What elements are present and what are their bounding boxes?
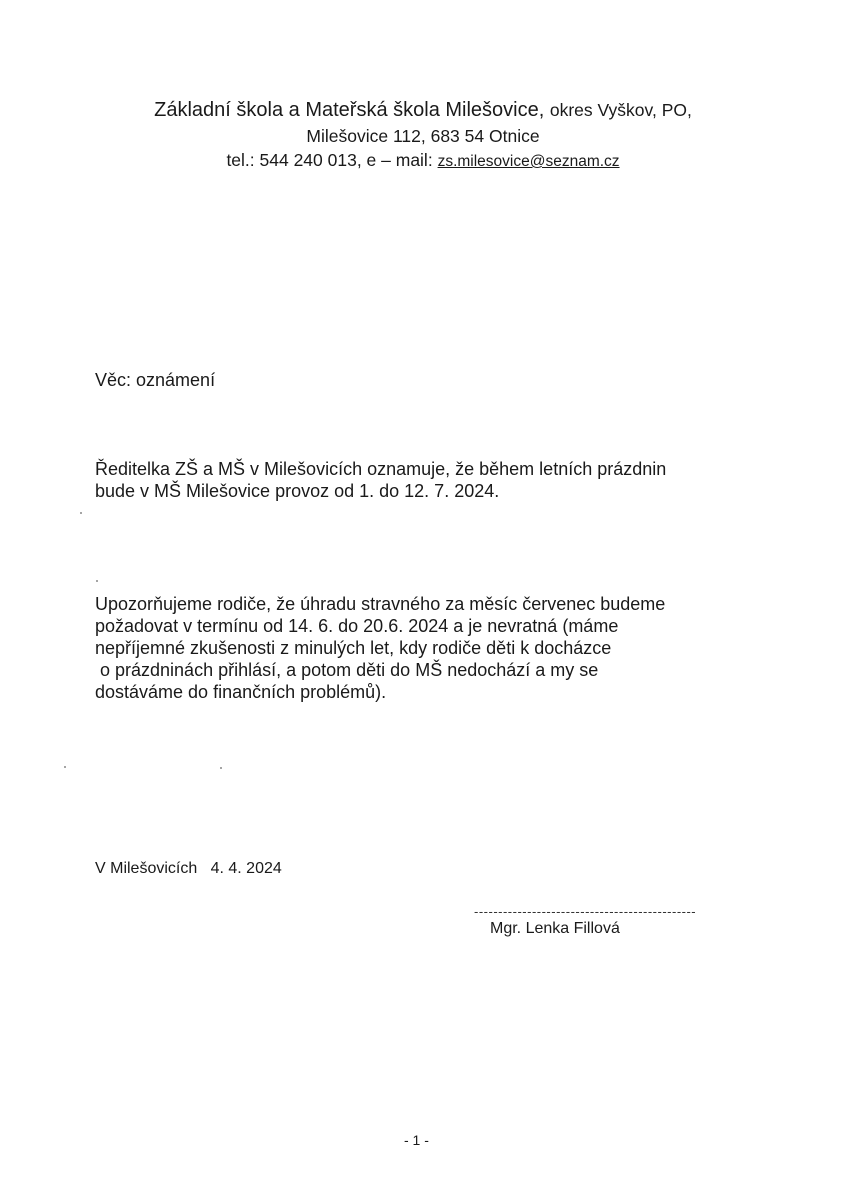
email-link[interactable]: zs.milesovice@seznam.cz <box>437 153 620 170</box>
contact-prefix: tel.: 544 240 013, e – mail: <box>226 150 438 170</box>
signatory-name: Mgr. Lenka Fillová <box>490 920 620 937</box>
notice-paragraph <box>95 458 666 502</box>
place-date: V Milešovicích 4. 4. 2024 <box>95 860 282 877</box>
letterhead <box>60 96 786 174</box>
school-address: Milešovice 112, 683 54 Otnice <box>306 126 540 146</box>
notice-line: Ředitelka ZŠ a MŠ v Milešovicích oznamuje, že během letních prázdnin <box>95 459 667 479</box>
payment-line: požadovat v termínu od 14. 6. do 20.6. 2024 a je nevratná (máme <box>95 616 619 636</box>
page-number: - 1 - <box>404 1132 429 1148</box>
scan-speck <box>80 512 82 514</box>
scan-speck <box>96 580 98 582</box>
school-suffix: okres Vyškov, PO, <box>549 100 692 120</box>
payment-line: dostáváme do finančních problémů). <box>95 682 387 702</box>
signature-line: ---------------------------------------------- <box>474 904 697 919</box>
payment-line: nepříjemné zkušenosti z minulých let, kdy rodiče děti k docházce <box>95 638 612 658</box>
school-name-line <box>60 96 786 124</box>
payment-line: Upozorňujeme rodiče, že úhradu stravného za měsíc červenec budeme <box>95 594 666 614</box>
payment-paragraph <box>95 593 665 703</box>
scan-speck <box>220 767 222 769</box>
scan-speck <box>64 766 66 768</box>
payment-line: o prázdninách přihlásí, a potom děti do MŠ nedochází a my se <box>95 660 599 680</box>
notice-line: bude v MŠ Milešovice provoz od 1. do 12. 7. 2024. <box>95 481 500 501</box>
contact-line <box>60 148 786 174</box>
school-name: Základní škola a Mateřská škola Milešovice, <box>154 99 545 121</box>
subject-line: Věc: oznámení <box>95 370 216 390</box>
